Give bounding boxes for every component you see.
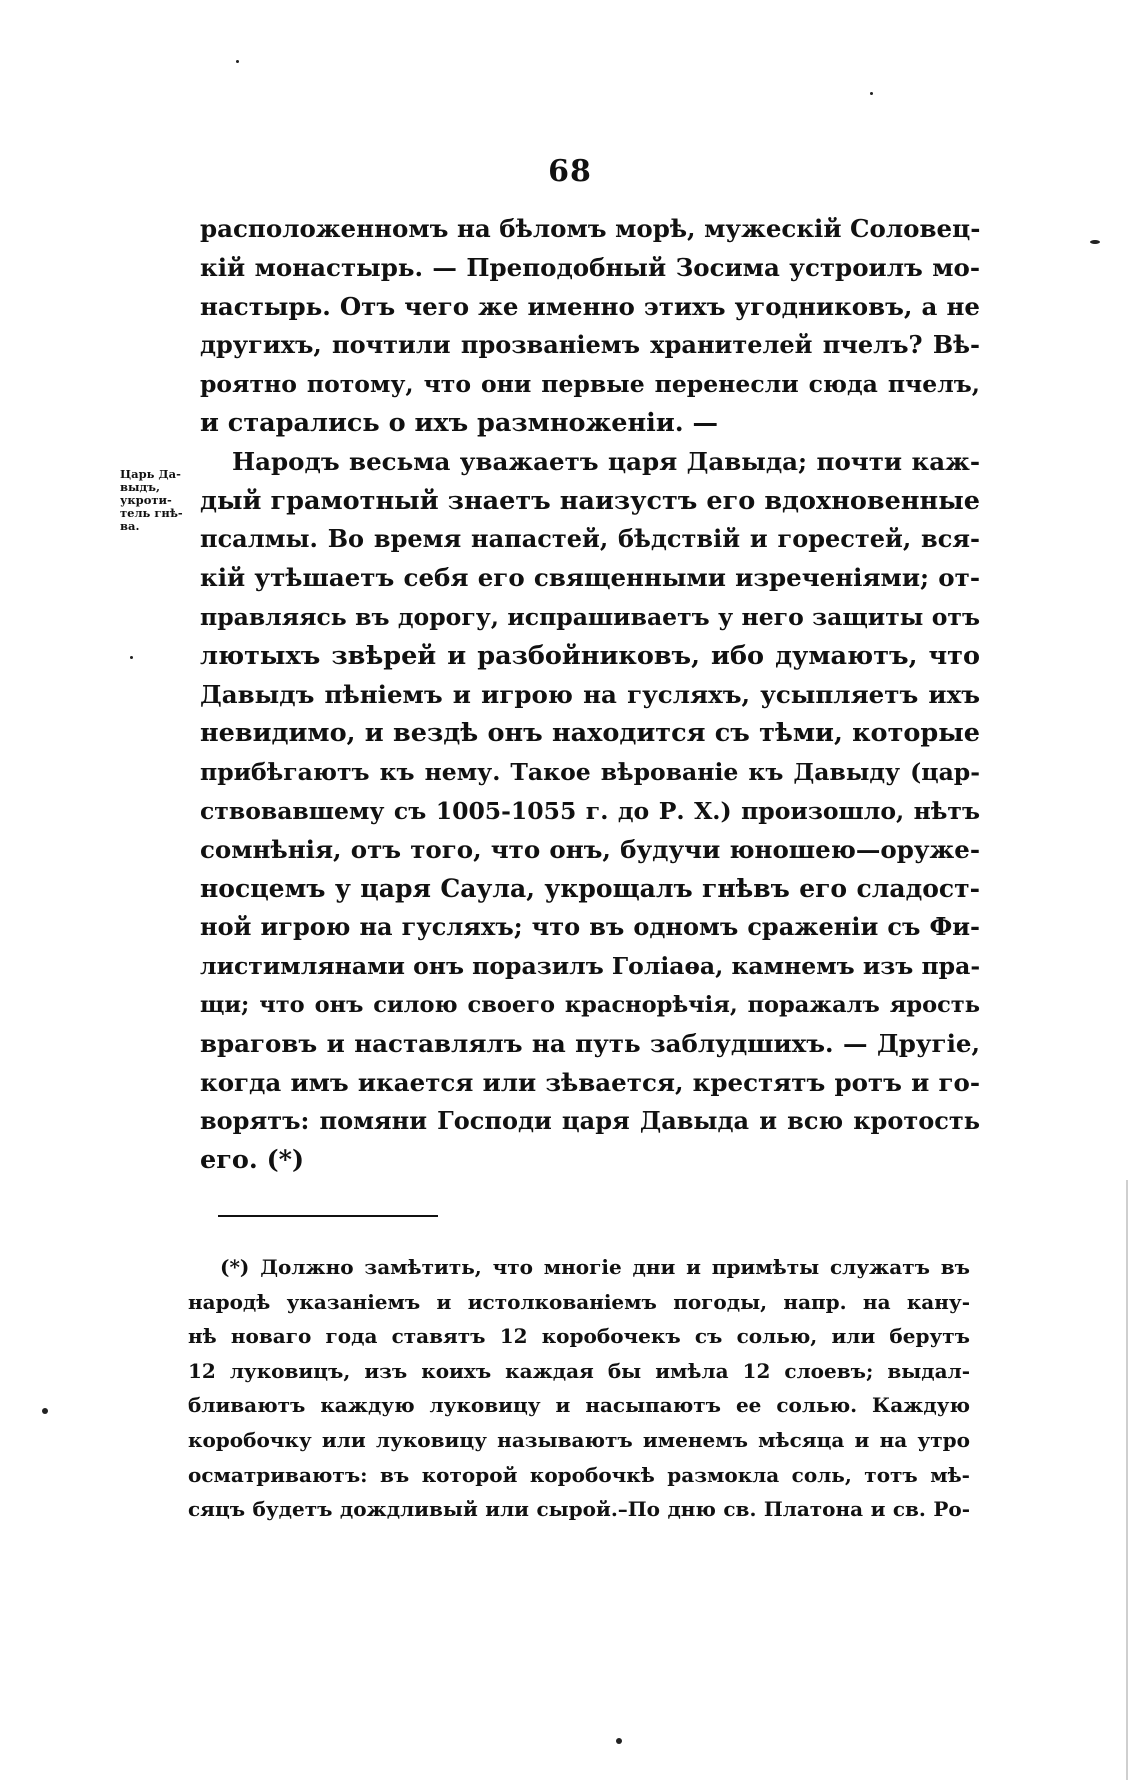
footnote bbox=[188, 1250, 970, 1527]
marginal-note-line: тель гнѣ- bbox=[120, 506, 183, 520]
footnote-line: 12 луковицъ, изъ коихъ каждая бы имѣла 12 слоевъ; выдал- bbox=[188, 1358, 970, 1383]
footnote-line: (*) Должно замѣтить, что многіе дни и примѣты служатъ въ bbox=[220, 1255, 970, 1279]
footnote-line: бливаютъ каждую луковицу и насыпаютъ ее солью. Каждую bbox=[188, 1393, 970, 1418]
text-line: ворятъ: помяни Господи царя Давыда и всю кротость bbox=[200, 1106, 980, 1136]
scan-edge-shadow bbox=[1126, 1180, 1128, 1780]
text-line: прибѣгаютъ къ нему. Такое вѣрованіе къ Давыду (цар- bbox=[200, 758, 980, 787]
text-line: щи; что онъ силою своего краснорѣчія, поражалъ ярость bbox=[200, 991, 980, 1018]
text-line: ной игрою на гусляхъ; что въ одномъ сраженіи съ Фи- bbox=[200, 912, 980, 942]
scan-speck bbox=[130, 656, 133, 659]
text-line: кій монастырь. — Преподобный Зосима устроилъ мо- bbox=[200, 252, 980, 282]
scan-speck bbox=[616, 1738, 622, 1744]
text-line: дый грамотный знаетъ наизустъ его вдохновенные bbox=[200, 485, 980, 516]
main-text bbox=[200, 210, 980, 1180]
marginal-note-line: укроти- bbox=[120, 493, 172, 507]
text-line: листимлянами онъ поразилъ Голіаѳа, камнемъ изъ пра- bbox=[200, 952, 981, 981]
scan-speck bbox=[42, 1408, 48, 1414]
footnote-line: осматриваютъ: въ которой коробочкѣ размокла соль, тотъ мѣ- bbox=[188, 1462, 970, 1487]
footnote-line: коробочку или луковицу называютъ именемъ мѣсяца и на утро bbox=[188, 1427, 970, 1452]
footnote-line: сяцъ будетъ дождливый или сырой.–По дню св. Платона и св. Ро- bbox=[188, 1497, 970, 1522]
text-line: лютыхъ звѣрей и разбойниковъ, ибо думаютъ, что bbox=[200, 640, 980, 671]
page-number: 68 bbox=[548, 154, 592, 189]
scan-speck bbox=[1090, 240, 1100, 244]
marginal-note-line: Царь Да- bbox=[120, 467, 181, 481]
text-line: Давыдъ пѣніемъ и игрою на гусляхъ, усыпляетъ ихъ bbox=[200, 679, 980, 709]
text-line: правляясь въ дорогу, испрашиваетъ у него защиты отъ bbox=[200, 602, 980, 631]
text-line: Народъ весьма уважаетъ царя Давыда; почти каж- bbox=[232, 446, 980, 476]
text-line: расположенномъ на бѣломъ морѣ, мужескій Соловец- bbox=[200, 214, 981, 243]
text-line: когда имъ икается или зѣвается, крестятъ ротъ и го- bbox=[200, 1067, 980, 1097]
marginal-note-line: ва. bbox=[120, 519, 140, 533]
footnote-line: народѣ указаніемъ и истолкованіемъ погоды, напр. на кану- bbox=[188, 1289, 970, 1314]
scan-speck bbox=[870, 92, 873, 95]
marginal-note bbox=[120, 468, 200, 533]
text-line: псалмы. Во время напастей, бѣдствій и горестей, вся- bbox=[200, 524, 980, 554]
text-line: носцемъ у царя Саула, укрощалъ гнѣвъ его сладост- bbox=[200, 873, 980, 903]
text-line: другихъ, почтили прозваніемъ хранителей пчелъ? Вѣ- bbox=[200, 330, 980, 360]
text-line: невидимо, и вездѣ онъ находится съ тѣми, которые bbox=[200, 718, 980, 749]
scan-speck bbox=[236, 60, 239, 63]
marginal-note-line: выдъ, bbox=[120, 480, 161, 494]
text-line: и старались о ихъ размноженіи. — bbox=[200, 407, 718, 438]
text-line: ствовавшему съ 1005-1055 г. до Р. Х.) произошло, нѣтъ bbox=[200, 796, 980, 825]
text-line: кій утѣшаетъ себя его священными изреченіями; от- bbox=[200, 563, 980, 593]
footnote-divider bbox=[218, 1215, 438, 1217]
text-line: настырь. Отъ чего же именно этихъ угодниковъ, а не bbox=[200, 291, 980, 321]
footnote-line: нѣ новаго года ставятъ 12 коробочекъ съ солью, или берутъ bbox=[188, 1324, 970, 1349]
text-line: его. (*) bbox=[200, 1145, 305, 1176]
text-line: роятно потому, что они первые перенесли сюда пчелъ, bbox=[200, 370, 980, 399]
text-line: сомнѣнія, отъ того, что онъ, будучи юношею—оруже- bbox=[200, 834, 980, 864]
text-line: враговъ и наставлялъ на путь заблудшихъ. — Другіе, bbox=[200, 1028, 980, 1058]
